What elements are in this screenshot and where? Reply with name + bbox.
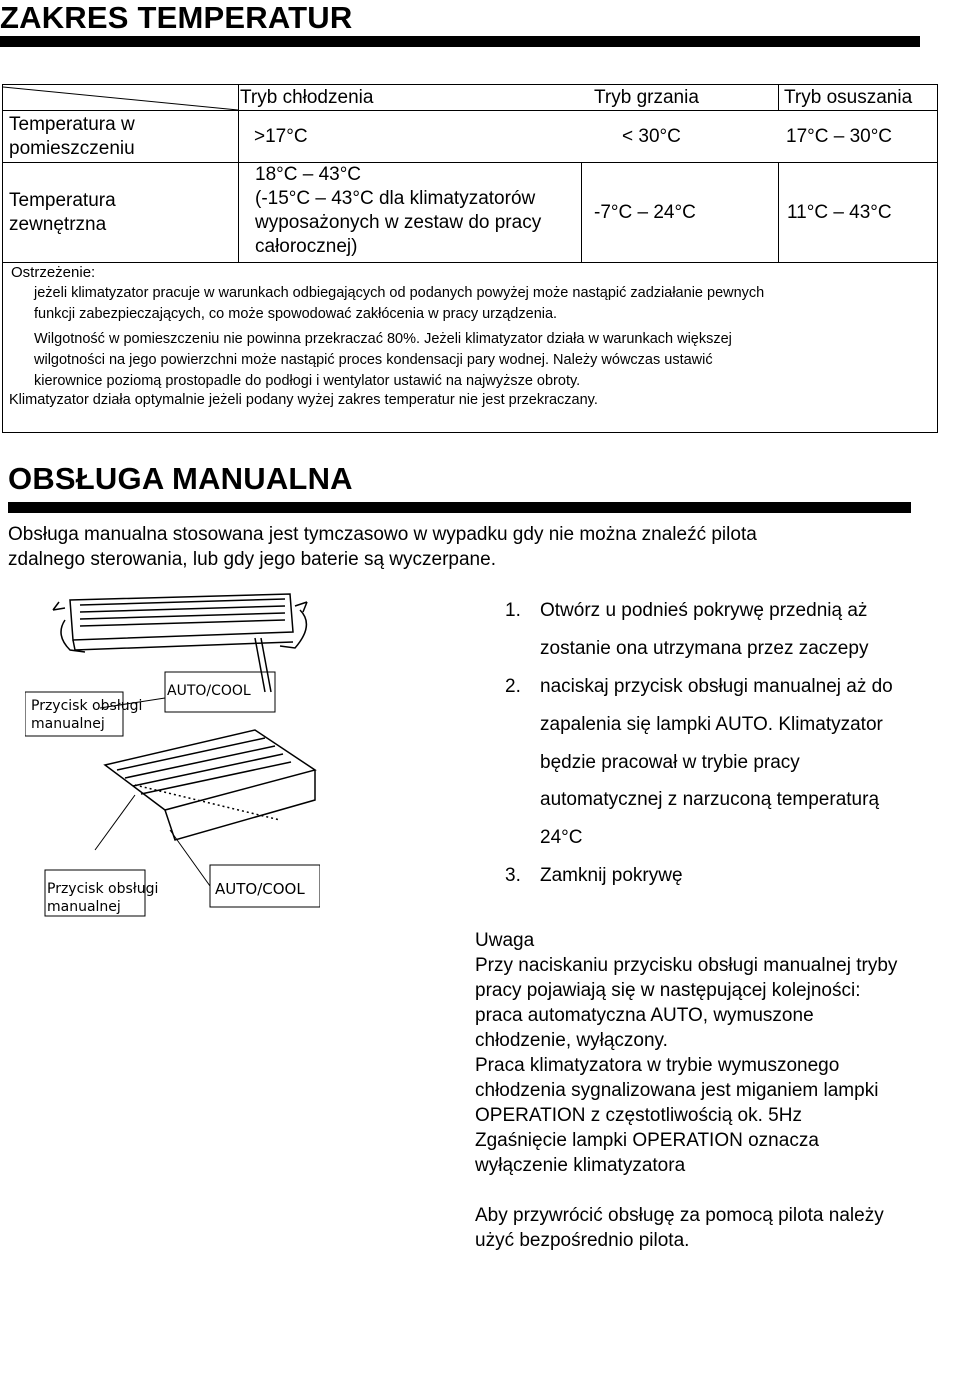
- ac-unit-drawing: [25, 580, 320, 930]
- temperature-table: [2, 84, 938, 433]
- auto-cool-label-bottom: AUTO/COOL: [215, 880, 305, 898]
- warning-line: jeżeli klimatyzator pracuje w warunkach odbiegających od podanych powyżej może nastąpić zadziałanie pewnych: [34, 285, 765, 301]
- warning-line: wilgotności na jego powierzchni może nastąpić proces kondensacji pary wodnej. Należy wówczas ustawić: [34, 352, 713, 368]
- outdoor-heating-value: -7°C – 24°C: [594, 202, 696, 223]
- outdoor-drying-value: 11°C – 43°C: [787, 202, 892, 223]
- auto-cool-label-top: AUTO/COOL: [167, 683, 251, 699]
- step-2: 2. naciskaj przycisk obsługi manualnej aż do zapalenia się lampki AUTO. Klimatyzator będzie pracował w trybie pracy automatycznej z narzuconą temperaturą 24°C: [505, 676, 893, 848]
- title-underline: [8, 502, 911, 513]
- header-heating: Tryb grzania: [594, 87, 699, 108]
- corner-diagonal: [3, 85, 239, 111]
- indoor-cooling-value: >17°C: [254, 126, 308, 147]
- step-1: 1. Otwórz u podnieś pokrywę przednią aż zostanie ona utrzymana przez zaczepy: [505, 600, 869, 659]
- note-footer: Aby przywrócić obsługę za pomocą pilota należy użyć bezpośrednio pilota.: [475, 1205, 884, 1251]
- indoor-drying-value: 17°C – 30°C: [786, 126, 893, 147]
- table-col-divider: [238, 85, 239, 262]
- callout-manual-button-top: Przycisk obsługi manualnej: [31, 698, 143, 732]
- row-label-indoor: Temperatura w pomieszczeniu: [9, 114, 135, 159]
- table-col-divider: [778, 162, 779, 262]
- air-conditioner-illustration: [25, 580, 320, 930]
- intro-paragraph: Obsługa manualna stosowana jest tymczasowo w wypadku gdy nie można znaleźć pilota zdalnego sterowania, lub gdy jego baterie są wyczerpane.: [8, 524, 757, 570]
- header-cooling: Tryb chłodzenia: [240, 87, 374, 108]
- callout-manual-button-bottom: Przycisk obsługi manualnej: [47, 881, 159, 915]
- table-row-divider: [3, 262, 937, 263]
- note-block: Uwaga Przy naciskaniu przycisku obsługi manualnej tryby pracy pojawiają się w następującej kolejności: praca automatyczna AUTO, wymuszone chłodzenie, wyłączony. Praca klimatyzatora w trybie wymuszonego chłodzenia sygnalizowana jest miganiem lampki OPERATION z częstotliwością ok. 5Hz Zgaśnięcie lampki OPERATION oznacza wyłączenie klimatyzatora: [475, 928, 960, 1178]
- indoor-heating-value: < 30°C: [622, 126, 681, 147]
- step-3: 3. Zamknij pokrywę: [505, 865, 683, 886]
- section-title-temperature-range: ZAKRES TEMPERATUR: [0, 0, 353, 35]
- warning-line: Wilgotność w pomieszczeniu nie powinna przekraczać 80%. Jeżeli klimatyzator działa w warunkach większej: [34, 331, 732, 347]
- title-underline: [0, 36, 920, 47]
- outdoor-cooling-value: 18°C – 43°C (-15°C – 43°C dla klimatyzatorów wyposażonych w zestaw do pracy całorocznej): [255, 164, 542, 257]
- table-row-divider: [3, 110, 937, 111]
- row-label-outdoor: Temperatura zewnętrzna: [9, 190, 116, 235]
- header-drying: Tryb osuszania: [784, 87, 913, 108]
- warning-line: kierownice poziomą prostopadle do podłogi i wentylator ustawić na najwyższe obroty.: [34, 373, 581, 389]
- warning-heading: Ostrzeżenie:: [11, 264, 96, 281]
- warning-line: Klimatyzator działa optymalnie jeżeli podany wyżej zakres temperatur nie jest przekraczany.: [9, 392, 598, 408]
- table-col-divider: [581, 162, 582, 262]
- warning-line: funkcji zabezpieczających, co może spowodować zakłócenia w pracy urządzenia.: [34, 306, 558, 322]
- note-heading: Uwaga: [475, 930, 535, 951]
- section-title-manual-operation: OBSŁUGA MANUALNA: [8, 461, 353, 496]
- table-col-divider: [778, 85, 779, 110]
